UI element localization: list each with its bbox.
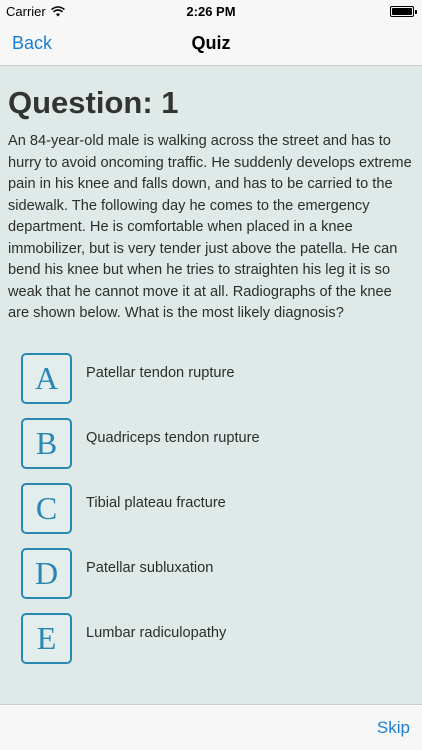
answer-label-b: Quadriceps tendon rupture <box>86 430 260 446</box>
page-title: Quiz <box>191 33 231 53</box>
answer-label-d: Patellar subluxation <box>86 560 214 576</box>
answer-letter-c[interactable]: C <box>21 483 72 534</box>
carrier-label: Carrier <box>6 4 46 19</box>
answer-label-a: Patellar tendon rupture <box>86 365 235 381</box>
answer-label-c: Tibial plateau fracture <box>86 495 226 511</box>
answer-option-b[interactable] <box>21 418 411 470</box>
answer-letter-a[interactable]: A <box>21 353 72 404</box>
answer-letter-d[interactable]: D <box>21 548 72 599</box>
question-heading: Question: 1 <box>8 85 179 120</box>
answer-option-c[interactable] <box>21 483 411 535</box>
answer-letter-e[interactable]: E <box>21 613 72 664</box>
skip-button[interactable]: Skip <box>376 718 410 737</box>
answer-option-e[interactable] <box>21 613 411 665</box>
status-bar <box>0 0 422 22</box>
bottom-toolbar <box>0 704 422 750</box>
battery-level <box>392 8 412 15</box>
navigation-bar <box>0 22 422 66</box>
answer-label-e: Lumbar radiculopathy <box>86 625 227 641</box>
battery-full-icon <box>390 6 414 17</box>
clock: 2:26 PM <box>186 4 236 19</box>
quiz-content <box>0 67 422 704</box>
question-text: An 84-year-old male is walking across the street and has to hurry to avoid oncoming traffic. He suddenly develops extreme pain in his knee and falls down, and has to be carried to the sidewalk. The following day he comes to the emergency department. He is comfortable when placed in a knee immobilizer, but is very tender just above the patella. He can bend his knee but when he tries to straighten his leg it is so weak that he cannot move it at all. Radiographs of the knee are shown below. What is the most likely diagnosis? <box>8 133 412 321</box>
answer-option-a[interactable] <box>21 353 411 405</box>
answer-option-d[interactable] <box>21 548 411 600</box>
back-button[interactable]: Back <box>12 33 53 53</box>
answer-letter-b[interactable]: B <box>21 418 72 469</box>
